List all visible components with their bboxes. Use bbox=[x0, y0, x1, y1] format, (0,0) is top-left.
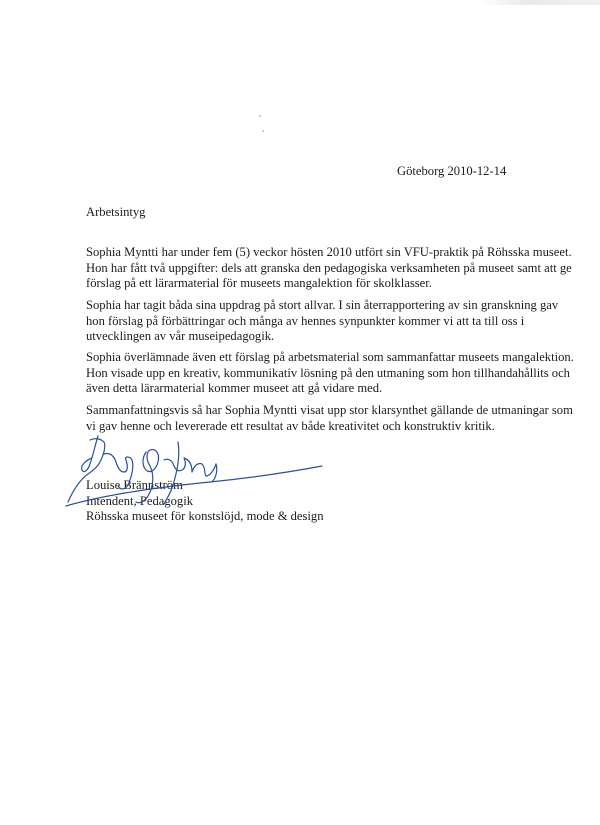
scan-speck bbox=[262, 130, 264, 132]
signature-stroke bbox=[104, 453, 133, 488]
handwritten-signature bbox=[60, 430, 340, 540]
letter-paragraph bbox=[86, 245, 572, 292]
paragraph-line: Hon har fått två uppgifter: dels att granska den pedagogiska verksamheten på museet samt att ge bbox=[86, 260, 572, 275]
signature-stroke bbox=[164, 458, 216, 476]
scan-edge-streak bbox=[480, 0, 600, 5]
paragraph-line: utvecklingen av vår museipedagogik. bbox=[86, 329, 275, 344]
letter-date: Göteborg 2010-12-14 bbox=[397, 164, 507, 178]
letter-paragraph bbox=[86, 350, 574, 397]
paragraph-line: Sammanfattningsvis så har Sophia Myntti visat upp stor klarsynthet gällande de utmaningar som bbox=[86, 403, 573, 417]
paragraph-line: även detta lärarmaterial kommer museet att gå vidare med. bbox=[86, 381, 383, 396]
signature-stroke bbox=[66, 466, 322, 506]
paragraph-line: Hon visade upp en kreativ, kommunikativ lösning på den utmaning som hon tillhandahållits och bbox=[86, 365, 570, 380]
paragraph-line: förslag på ett lärarmaterial för museets mangalektion för skolklasser. bbox=[86, 276, 432, 291]
letter-heading: Arbetsintyg bbox=[86, 205, 146, 219]
signature-stroke bbox=[164, 442, 179, 504]
paragraph-line: Sophia Myntti har under fem (5) veckor hösten 2010 utfört sin VFU-praktik på Röhsska museet. bbox=[86, 245, 572, 259]
paragraph-line: Sophia överlämnade även ett förslag på arbetsmaterial som sammanfattar museets mangalektion. bbox=[86, 350, 574, 364]
letter-paragraph bbox=[86, 298, 566, 345]
signatory-organization: Röhsska museet för konstslöjd, mode & design bbox=[86, 509, 324, 524]
signatory-name: Louise Brännström bbox=[86, 478, 183, 492]
paragraph-line: vi gav henne och levererade ett resultat av både kreativitet och konstruktiv kritik. bbox=[86, 418, 495, 433]
scan-speck bbox=[259, 115, 261, 117]
signature-stroke bbox=[136, 450, 159, 503]
signatory-title: Intendent, Pedagogik bbox=[86, 493, 194, 508]
paragraph-line: hon förslag på förbättringar och många av hennes synpunkter kommer vi att ta till oss i bbox=[86, 313, 525, 328]
paragraph-line: Sophia har tagit båda sina uppdrag på stort allvar. I sin återrapportering av sin granskning gav bbox=[86, 298, 559, 312]
signature-stroke bbox=[82, 436, 98, 472]
